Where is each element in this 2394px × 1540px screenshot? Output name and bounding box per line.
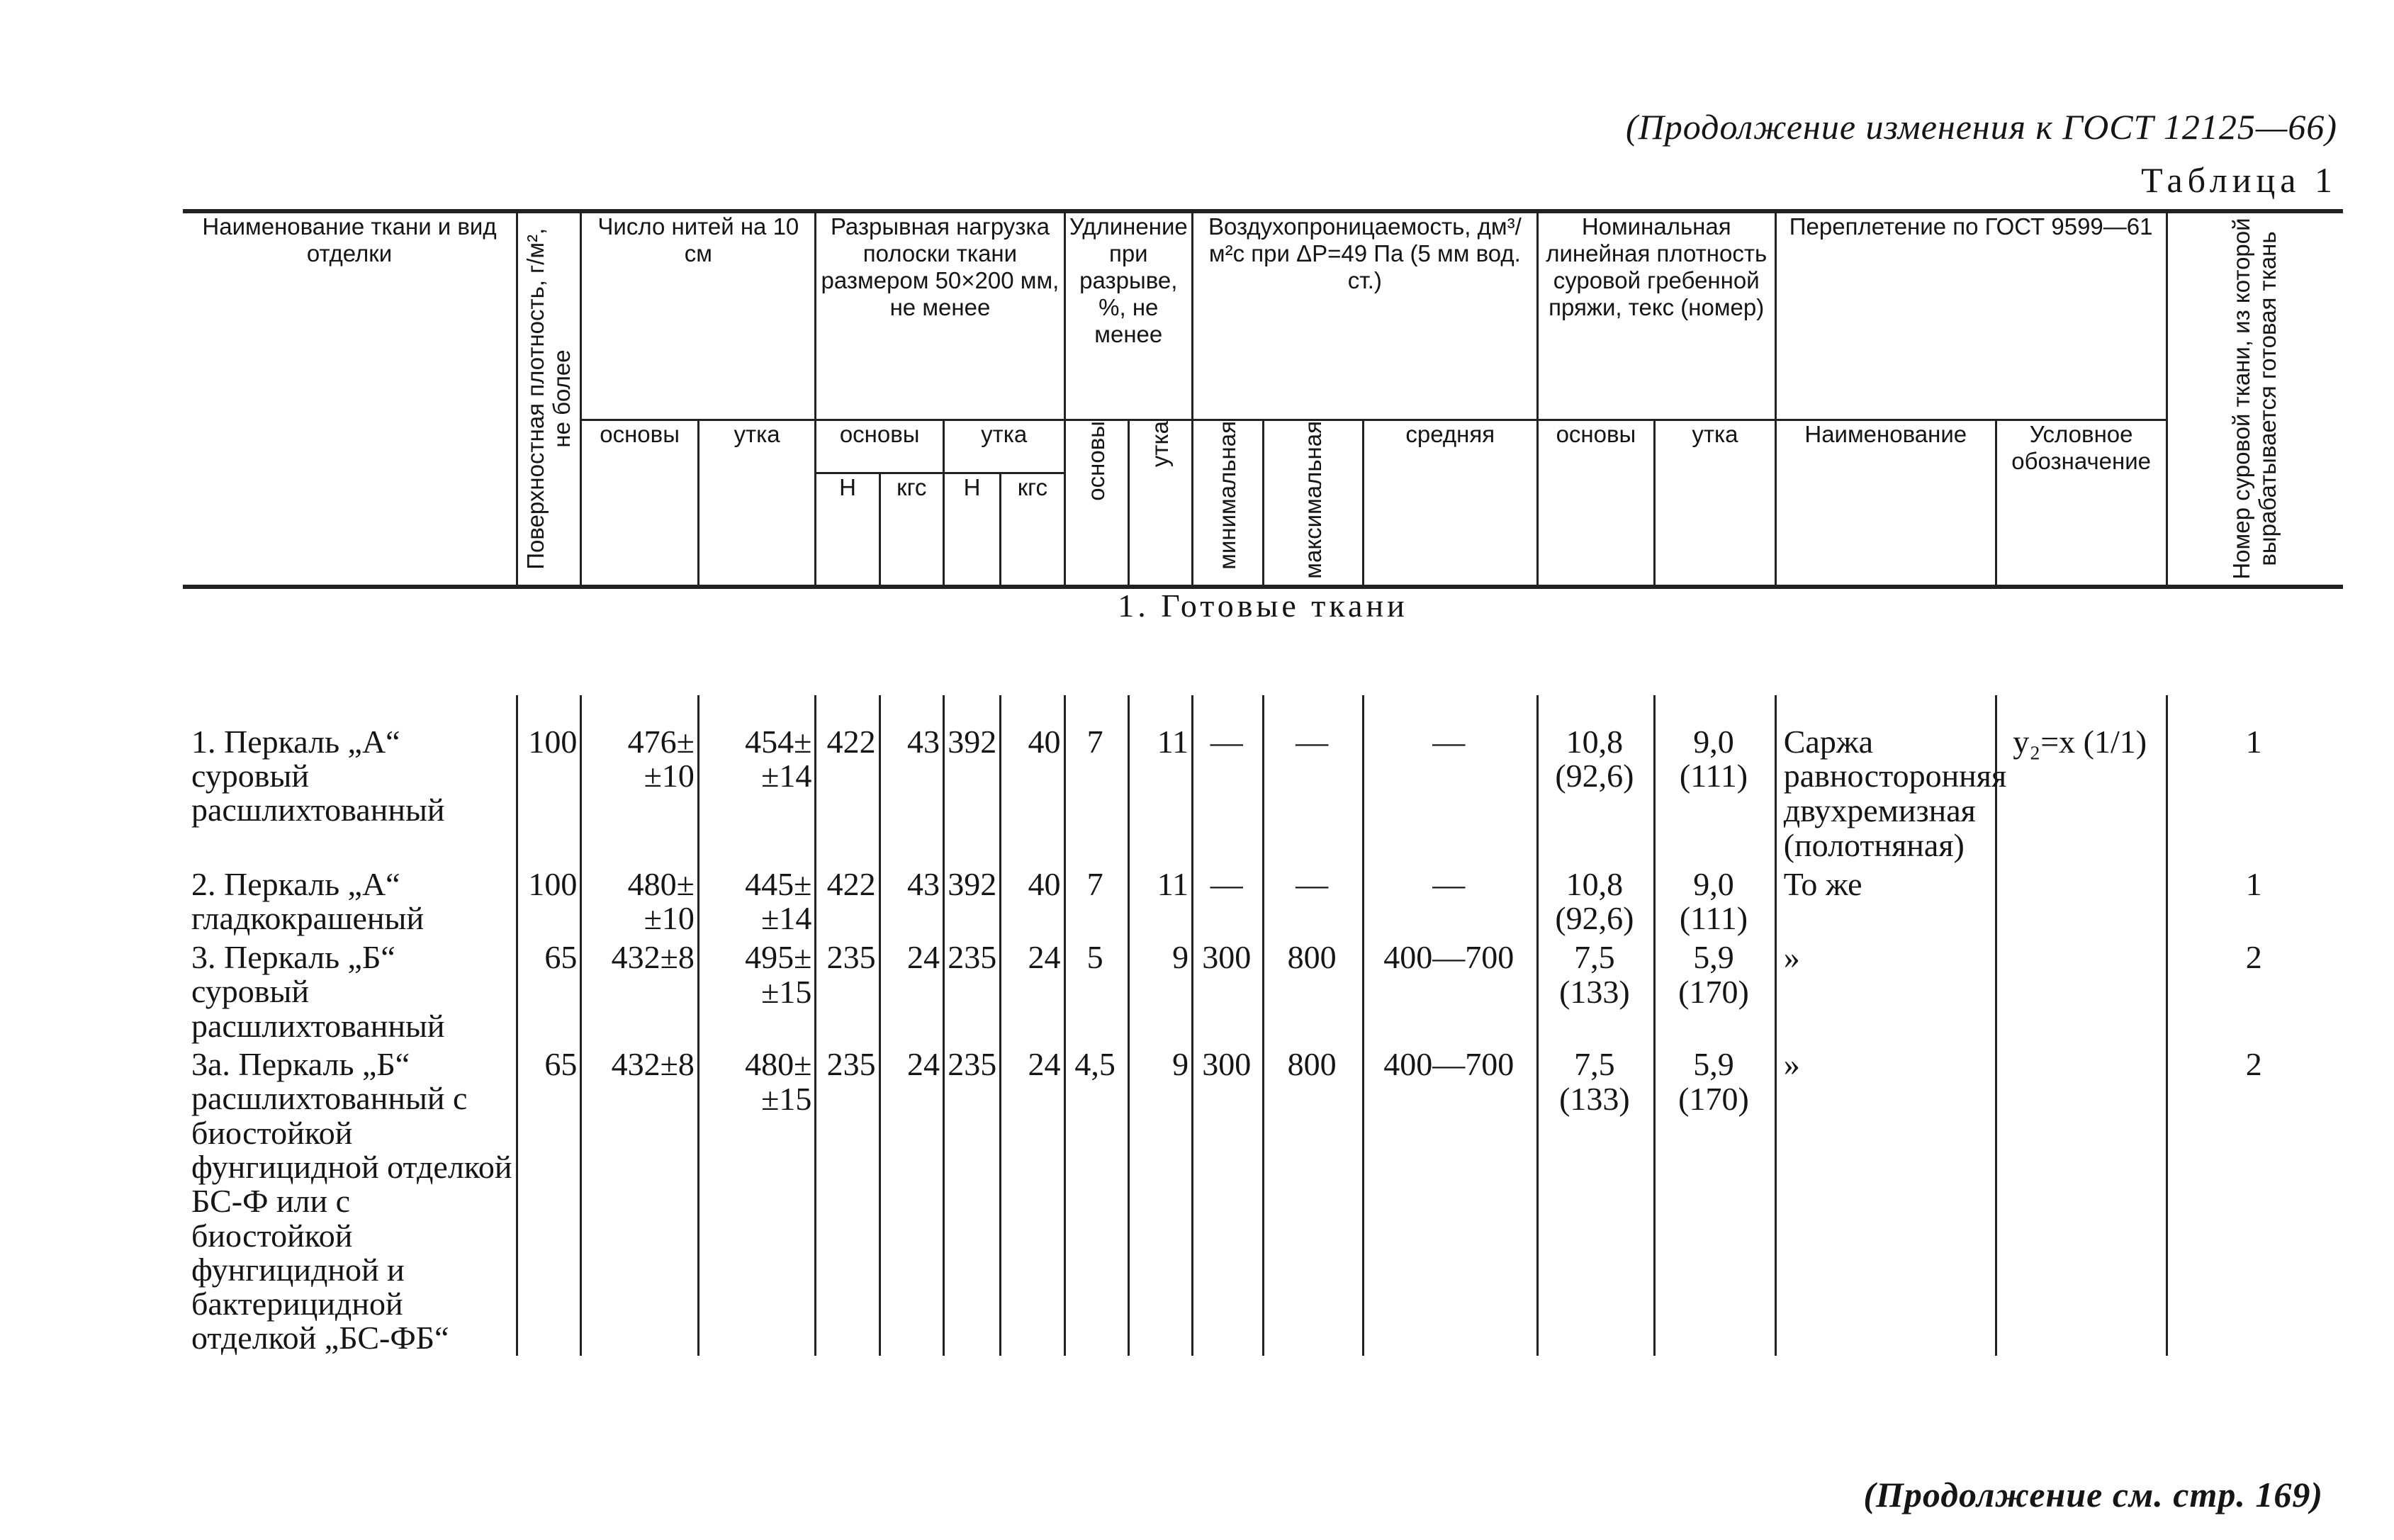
col-name: Наименование ткани и вид отделки bbox=[183, 211, 517, 587]
col-load-warp-n: Н bbox=[816, 473, 880, 587]
col-elong-warp: основы bbox=[1064, 420, 1128, 587]
continuation-footer: (Продолжение см. стр. 169) bbox=[1863, 1475, 2323, 1514]
row-elong-weft: 11 bbox=[1128, 721, 1192, 863]
col-linear-density: Номинальная линейная плотность суровой гребенной пряжи, текс (номер) bbox=[1537, 211, 1775, 420]
row-threads-weft: 445± ±14 bbox=[698, 863, 816, 937]
row-load-weft-kgs: 24 bbox=[1001, 1043, 1064, 1356]
continuation-header: (Продолжение изменения к ГОСТ 12125—66) bbox=[1626, 107, 2337, 147]
col-load-weft-kgs: кгс bbox=[1001, 473, 1064, 587]
row-load-weft-n: 235 bbox=[943, 936, 1000, 1043]
row-load-weft-n: 392 bbox=[943, 721, 1000, 863]
row-lin-weft: 5,9 (170) bbox=[1655, 1043, 1776, 1356]
col-load-weft-n: Н bbox=[943, 473, 1000, 587]
table-row bbox=[183, 721, 2343, 863]
col-air-avg: средняя bbox=[1363, 420, 1537, 587]
row-air-min: 300 bbox=[1193, 936, 1264, 1043]
col-air-max: максимальная bbox=[1264, 420, 1363, 587]
row-weave-name: » bbox=[1775, 1043, 1996, 1356]
row-threads-warp: 476± ±10 bbox=[581, 721, 699, 863]
col-elongation: Удлинение при разрыве, %, не менее bbox=[1064, 211, 1193, 420]
row-load-weft-kgs: 40 bbox=[1001, 721, 1064, 863]
row-weave-name: Саржа равносторонняя двухремизная (полотняная) bbox=[1775, 721, 1996, 863]
col-threads: Число нитей на 10 см bbox=[581, 211, 816, 420]
row-air-min: — bbox=[1193, 863, 1264, 937]
row-load-warp-n: 422 bbox=[816, 863, 880, 937]
row-load-warp-n: 422 bbox=[816, 721, 880, 863]
row-elong-weft: 11 bbox=[1128, 863, 1192, 937]
col-load-warp-kgs: кгс bbox=[880, 473, 943, 587]
col-air-min: минимальная bbox=[1193, 420, 1264, 587]
row-lin-warp: 10,8 (92,6) bbox=[1537, 721, 1655, 863]
row-load-weft-n: 392 bbox=[943, 863, 1000, 937]
row-air-min: 300 bbox=[1193, 1043, 1264, 1356]
row-load-warp-kgs: 24 bbox=[880, 1043, 943, 1356]
row-air-max: — bbox=[1264, 721, 1363, 863]
row-threads-weft: 495± ±15 bbox=[698, 936, 816, 1043]
col-threads-weft: утка bbox=[698, 420, 816, 587]
row-threads-warp: 432±8 bbox=[581, 936, 699, 1043]
row-air-max: 800 bbox=[1264, 936, 1363, 1043]
col-lin-warp: основы bbox=[1537, 420, 1655, 587]
row-raw-number: 2 bbox=[2167, 1043, 2343, 1356]
col-air-permeability: Воздухопроницаемость, дм³/м²с при ΔP=49 Па (5 мм вод. ст.) bbox=[1193, 211, 1538, 420]
row-weave-name: » bbox=[1775, 936, 1996, 1043]
row-elong-warp: 5 bbox=[1064, 936, 1128, 1043]
row-load-weft-n: 235 bbox=[943, 1043, 1000, 1356]
row-density: 65 bbox=[517, 936, 581, 1043]
row-threads-weft: 454± ±14 bbox=[698, 721, 816, 863]
row-name: 1. Перкаль „А“ суровый расшлихтованный bbox=[183, 721, 517, 863]
row-load-warp-n: 235 bbox=[816, 1043, 880, 1356]
row-density: 100 bbox=[517, 863, 581, 937]
col-lin-weft: утка bbox=[1655, 420, 1776, 587]
row-air-max: — bbox=[1264, 863, 1363, 937]
col-threads-warp: основы bbox=[581, 420, 699, 587]
row-raw-number: 1 bbox=[2167, 721, 2343, 863]
row-density: 100 bbox=[517, 721, 581, 863]
row-lin-warp: 10,8 (92,6) bbox=[1537, 863, 1655, 937]
row-lin-warp: 7,5 (133) bbox=[1537, 1043, 1655, 1356]
col-weave-code: Условное обозначение bbox=[1996, 420, 2167, 587]
row-elong-weft: 9 bbox=[1128, 1043, 1192, 1356]
row-lin-warp: 7,5 (133) bbox=[1537, 936, 1655, 1043]
col-surface-density: Поверхностная плотность, г/м², не более bbox=[517, 211, 581, 587]
row-elong-weft: 9 bbox=[1128, 936, 1192, 1043]
col-weave: Переплетение по ГОСТ 9599—61 bbox=[1775, 211, 2167, 420]
row-raw-number: 2 bbox=[2167, 936, 2343, 1043]
row-air-avg: 400—700 bbox=[1363, 1043, 1537, 1356]
col-load-weft: утка bbox=[943, 420, 1064, 473]
table-row bbox=[183, 863, 2343, 937]
fabric-table bbox=[183, 209, 2343, 1356]
row-air-max: 800 bbox=[1264, 1043, 1363, 1356]
row-air-avg: 400—700 bbox=[1363, 936, 1537, 1043]
row-load-weft-kgs: 40 bbox=[1001, 863, 1064, 937]
row-load-warp-kgs: 24 bbox=[880, 936, 943, 1043]
row-load-warp-kgs: 43 bbox=[880, 863, 943, 937]
col-elong-weft: утка bbox=[1128, 420, 1192, 587]
row-weave-name: То же bbox=[1775, 863, 1996, 937]
table-row bbox=[183, 936, 2343, 1043]
row-air-avg: — bbox=[1363, 863, 1537, 937]
row-load-weft-kgs: 24 bbox=[1001, 936, 1064, 1043]
row-air-min: — bbox=[1193, 721, 1264, 863]
section-title: 1. Готовые ткани bbox=[1118, 587, 1408, 624]
row-lin-weft: 9,0 (111) bbox=[1655, 721, 1776, 863]
col-breaking-load: Разрывная нагрузка полоски ткани размером 50×200 мм, не менее bbox=[816, 211, 1064, 420]
row-threads-weft: 480± ±15 bbox=[698, 1043, 816, 1356]
row-name: 2. Перкаль „А“ гладкокрашеный bbox=[183, 863, 517, 937]
row-load-warp-kgs: 43 bbox=[880, 721, 943, 863]
row-raw-number: 1 bbox=[2167, 863, 2343, 937]
row-air-avg: — bbox=[1363, 721, 1537, 863]
row-elong-warp: 7 bbox=[1064, 721, 1128, 863]
col-load-warp: основы bbox=[816, 420, 944, 473]
col-weave-name: Наименование bbox=[1775, 420, 1996, 587]
col-raw-number: Номер суровой ткани, из которой вырабатывается готовая ткань bbox=[2167, 211, 2343, 587]
table-row bbox=[183, 1043, 2343, 1356]
row-weave-code: у₂=х (1/1) bbox=[1996, 721, 2167, 863]
row-lin-weft: 5,9 (170) bbox=[1655, 936, 1776, 1043]
table-label: Таблица 1 bbox=[2141, 160, 2337, 200]
row-load-warp-n: 235 bbox=[816, 936, 880, 1043]
row-name: 3а. Перкаль „Б“ расшлихтованный с биостойкой фунгицидной отделкой БС-Ф или с биостойкой фунгицидной и бактерицидной отделкой „БС-ФБ“ bbox=[183, 1043, 517, 1356]
row-density: 65 bbox=[517, 1043, 581, 1356]
row-name: 3. Перкаль „Б“ суровый расшлихтованный bbox=[183, 936, 517, 1043]
row-weave-code bbox=[1996, 936, 2167, 1043]
row-elong-warp: 7 bbox=[1064, 863, 1128, 937]
row-weave-code bbox=[1996, 863, 2167, 937]
row-weave-code bbox=[1996, 1043, 2167, 1356]
row-threads-warp: 432±8 bbox=[581, 1043, 699, 1356]
row-threads-warp: 480± ±10 bbox=[581, 863, 699, 937]
row-lin-weft: 9,0 (111) bbox=[1655, 863, 1776, 937]
row-elong-warp: 4,5 bbox=[1064, 1043, 1128, 1356]
